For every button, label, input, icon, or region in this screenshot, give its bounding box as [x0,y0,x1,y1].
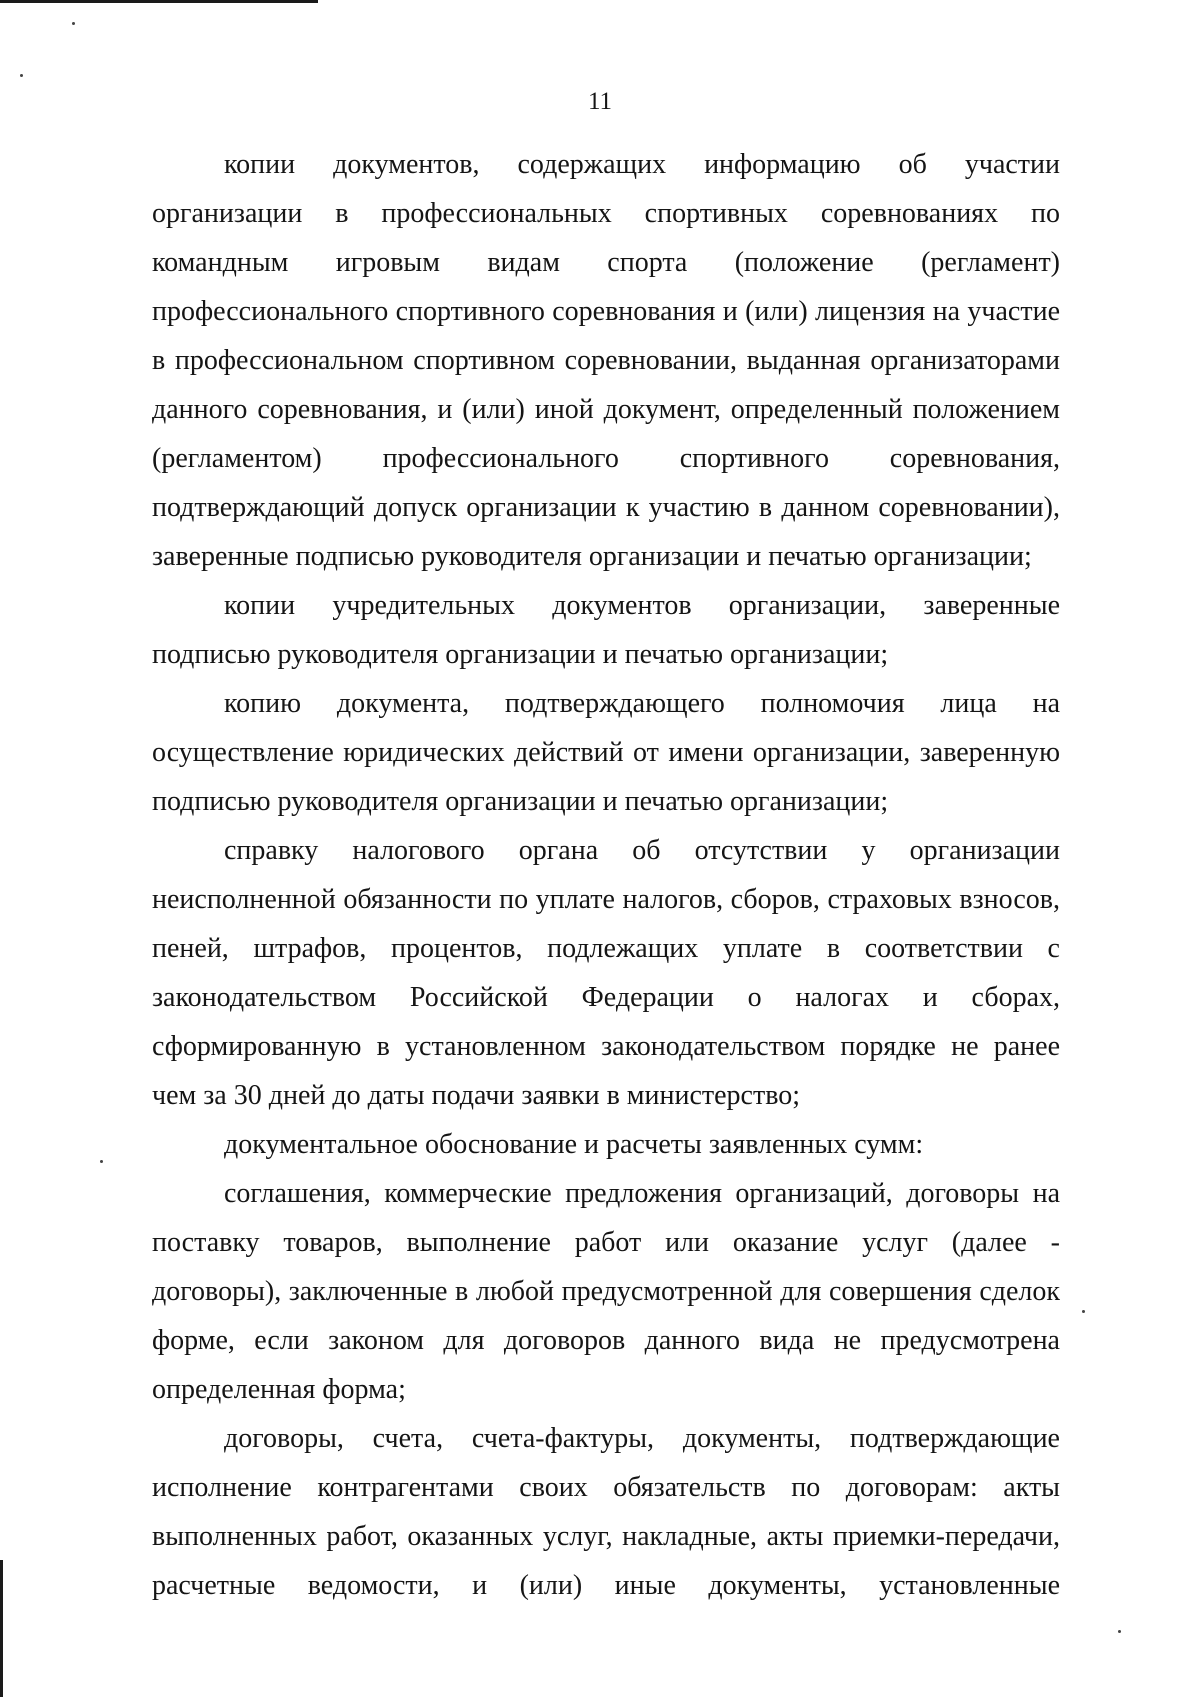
text-line: копии документов, содержащих информацию об участии [224,149,1060,180]
text-line: подписью руководителя организации и печатью организации; [152,786,889,817]
text-line: пеней, штрафов, процентов, подлежащих уплате в соответствии с [152,933,1060,964]
text-line: подписью руководителя организации и печатью организации; [152,639,889,670]
text-line: неисполненной обязанности по уплате налогов, сборов, страховых взносов, [152,884,1060,915]
scan-speck [1118,1630,1121,1633]
text-line: в профессиональном спортивном соревновании, выданная организаторами [152,345,1060,376]
text-line: копии учредительных документов организации, заверенные [224,590,1060,621]
text-line: чем за 30 дней до даты подачи заявки в министерство; [152,1080,801,1111]
scan-speck [72,22,75,25]
text-line: определенная форма; [152,1374,406,1405]
paragraph [152,1414,1060,1610]
scan-speck [100,1160,103,1163]
text-line: копию документа, подтверждающего полномочия лица на [224,688,1060,719]
paragraph [152,581,1060,679]
text-line: поставку товаров, выполнение работ или оказание услуг (далее - [152,1227,1060,1258]
paragraph [152,140,1060,581]
text-line: подтверждающий допуск организации к участию в данном соревновании), [152,492,1060,523]
text-line: осуществление юридических действий от имени организации, заверенную [152,737,1060,768]
text-line: договоры), заключенные в любой предусмотренной для совершения сделок [152,1276,1060,1307]
text-line: заверенные подписью руководителя организации и печатью организации; [152,541,1032,572]
text-line: исполнение контрагентами своих обязательств по договорам: акты [152,1472,1060,1503]
scan-speck [20,74,23,77]
paragraph [152,1120,1060,1169]
scan-edge-left [0,1560,3,1697]
text-line: командным игровым видам спорта (положение (регламент) [152,247,1060,278]
text-line: выполненных работ, оказанных услуг, накладные, акты приемки-передачи, [152,1521,1060,1552]
text-line: данного соревнования, и (или) иной документ, определенный положением [152,394,1060,425]
text-line: документальное обоснование и расчеты заявленных сумм: [224,1129,924,1160]
text-line: законодательством Российской Федерации о налогах и сборах, [152,982,1060,1013]
text-line: договоры, счета, счета-фактуры, документы, подтверждающие [224,1423,1060,1454]
scan-speck [1082,1310,1085,1313]
document-body [152,140,1060,1610]
paragraph [152,1169,1060,1414]
page-number: 11 [587,88,613,115]
text-line: сформированную в установленном законодательством порядке не ранее [152,1031,1060,1062]
text-line: организации в профессиональных спортивных соревнованиях по [152,198,1060,229]
text-line: (регламентом) профессионального спортивного соревнования, [152,443,1060,474]
paragraph [152,826,1060,1120]
scan-edge-top [0,0,318,3]
text-line: форме, если законом для договоров данного вида не предусмотрена [152,1325,1060,1356]
text-line: соглашения, коммерческие предложения организаций, договоры на [224,1178,1060,1209]
paragraph [152,679,1060,826]
text-line: расчетные ведомости, и (или) иные документы, установленные [152,1570,1060,1601]
text-line: профессионального спортивного соревнования и (или) лицензия на участие [152,296,1060,327]
text-line: справку налогового органа об отсутствии у организации [224,835,1060,866]
